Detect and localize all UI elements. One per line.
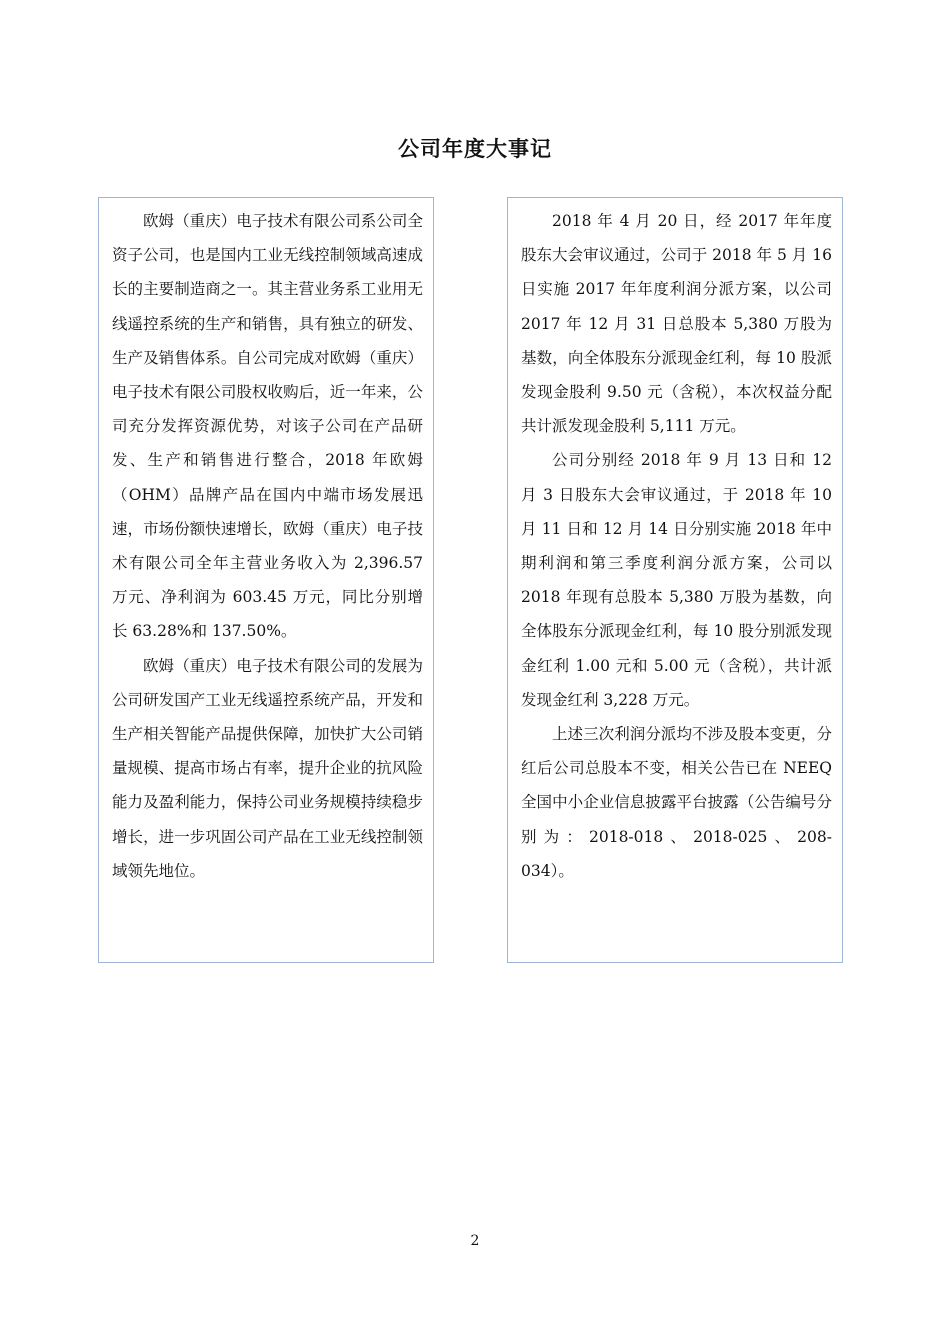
page-number: 2 [470, 1233, 480, 1249]
right-event-box [507, 197, 843, 963]
left-event-box [98, 197, 434, 963]
left-paragraph-2: 欧姆（重庆）电子技术有限公司的发展为公司研发国产工业无线遥控系统产品，开发和生产相关智能产品提供保障，加快扩大公司销量规模、提高市场占有率，提升企业的抗风险能力及盈利能力，保持公司业务规模持续稳步增长，进一步巩固公司产品在工业无线控制领域领先地位。 [112, 656, 423, 880]
right-paragraph-1: 2018 年 4 月 20 日，经 2017 年年度股东大会审议通过，公司于 2018 年 5 月 16 日实施 2017 年年度利润分派方案，以公司 2017 年 12 月 31 日总股本 5,380 万股为基数，向全体股东分派现金红利，每 10 股派发现金股利 9.50 元（含税），本次权益分配共计派发现金股利 5,111 万元。 [521, 212, 832, 436]
left-paragraph-1: 欧姆（重庆）电子技术有限公司系公司全资子公司，也是国内工业无线控制领域高速成长的主要制造商之一。其主营业务系工业用无线遥控系统的生产和销售，具有独立的研发、生产及销售体系。自公司完成对欧姆（重庆）电子技术有限公司股权收购后，近一年来，公司充分发挥资源优势，对该子公司在产品研发、生产和销售进行整合，2018 年欧姆（OHM）品牌产品在国内中端市场发展迅速，市场份额快速增长，欧姆（重庆）电子技术有限公司全年主营业务收入为 2,396.57 万元、净利润为 603.45 万元，同比分别增长 63.28%和 137.50%。 [112, 212, 423, 641]
page-title: 公司年度大事记 [398, 137, 552, 161]
right-paragraph-3: 上述三次利润分派均不涉及股本变更，分红后公司总股本不变，相关公告已在 NEEQ 全国中小企业信息披露平台披露（公告编号分别为：2018-018、2018-025、208-034）。 [521, 725, 832, 880]
right-paragraph-2: 公司分别经 2018 年 9 月 13 日和 12 月 3 日股东大会审议通过，于 2018 年 10 月 11 日和 12 月 14 日分别实施 2018 年中期利润和第三季度利润分派方案，公司以 2018 年现有总股本 5,380 万股为基数，向全体股东分派现金红利，每 10 股分别派发现金红利 1.00 元和 5.00 元（含税），共计派发现金红利 3,228 万元。 [521, 451, 832, 709]
